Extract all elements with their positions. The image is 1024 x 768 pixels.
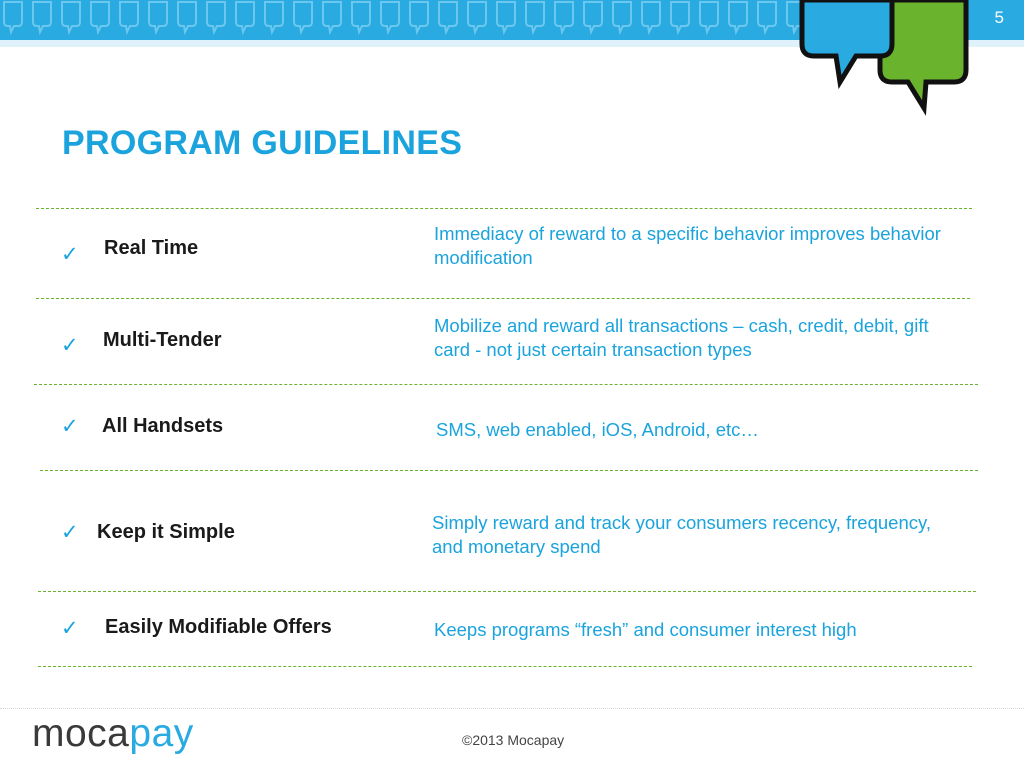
row-divider <box>40 470 978 471</box>
footer-divider <box>0 708 1024 709</box>
speech-bubbles-icon <box>796 0 976 122</box>
banner-bubble-shape <box>758 2 776 32</box>
banner-bubble-shape <box>642 2 660 32</box>
banner-bubble-shape <box>584 2 602 32</box>
guideline-description: Immediacy of reward to a specific behavior improves behavior modification <box>434 223 941 268</box>
guideline-description: Keeps programs “fresh” and consumer interest high <box>434 619 857 640</box>
banner-bubble-shape <box>149 2 167 32</box>
checkmark-icon: ✓ <box>61 333 79 357</box>
guideline-label: Easily Modifiable Offers <box>105 616 332 638</box>
guideline-description: SMS, web enabled, iOS, Android, etc… <box>436 419 759 440</box>
guideline-label: Real Time <box>104 237 199 259</box>
banner-bubble-shape <box>294 2 312 32</box>
row-divider <box>38 666 972 667</box>
banner-bubble-shape <box>410 2 428 32</box>
banner-bubble-shape <box>729 2 747 32</box>
logo-text-moca: moca <box>32 712 130 755</box>
copyright-text: ©2013 Mocapay <box>462 732 565 748</box>
banner-bubble-shape <box>178 2 196 32</box>
page-number: 5 <box>994 8 1004 27</box>
banner-bubble-shape <box>526 2 544 32</box>
banner-bubble-shape <box>120 2 138 32</box>
banner-bubble-shape <box>555 2 573 32</box>
row-divider <box>36 298 970 299</box>
slide-title: PROGRAM GUIDELINES <box>62 124 463 162</box>
guideline-description: Simply reward and track your consumers recency, frequency, and monetary spend <box>432 512 932 557</box>
banner-bubble-shape <box>497 2 515 32</box>
checkmark-icon: ✓ <box>61 616 79 640</box>
banner-bubble-shape <box>468 2 486 32</box>
guideline-label: All Handsets <box>102 415 224 437</box>
checkmark-icon: ✓ <box>61 520 79 544</box>
banner-bubble-shape <box>236 2 254 32</box>
banner-bubble-shape <box>4 2 22 32</box>
banner-bubble-shape <box>62 2 80 32</box>
row-divider <box>36 208 972 209</box>
logo-text-pay: pay <box>129 712 194 755</box>
mocapay-logo <box>32 712 194 756</box>
row-divider <box>34 384 978 385</box>
checkmark-icon: ✓ <box>61 414 79 438</box>
banner-bubble-shape <box>207 2 225 32</box>
guideline-label: Multi-Tender <box>103 329 222 351</box>
banner-bubble-shape <box>671 2 689 32</box>
checkmark-icon: ✓ <box>61 242 79 266</box>
banner-bubble-shape <box>323 2 341 32</box>
banner-bubble-shape <box>265 2 283 32</box>
banner-bubble-shape <box>700 2 718 32</box>
banner-bubble-shape <box>439 2 457 32</box>
banner-bubble-shape <box>352 2 370 32</box>
banner-bubble-shape <box>381 2 399 32</box>
banner-bubble-shape <box>33 2 51 32</box>
guideline-description: Mobilize and reward all transactions – cash, credit, debit, gift card - not just certain transaction types <box>434 315 929 360</box>
banner-bubble-shape <box>613 2 631 32</box>
banner-bubble-shape <box>91 2 109 32</box>
row-divider <box>38 591 976 592</box>
guideline-label: Keep it Simple <box>97 521 235 543</box>
